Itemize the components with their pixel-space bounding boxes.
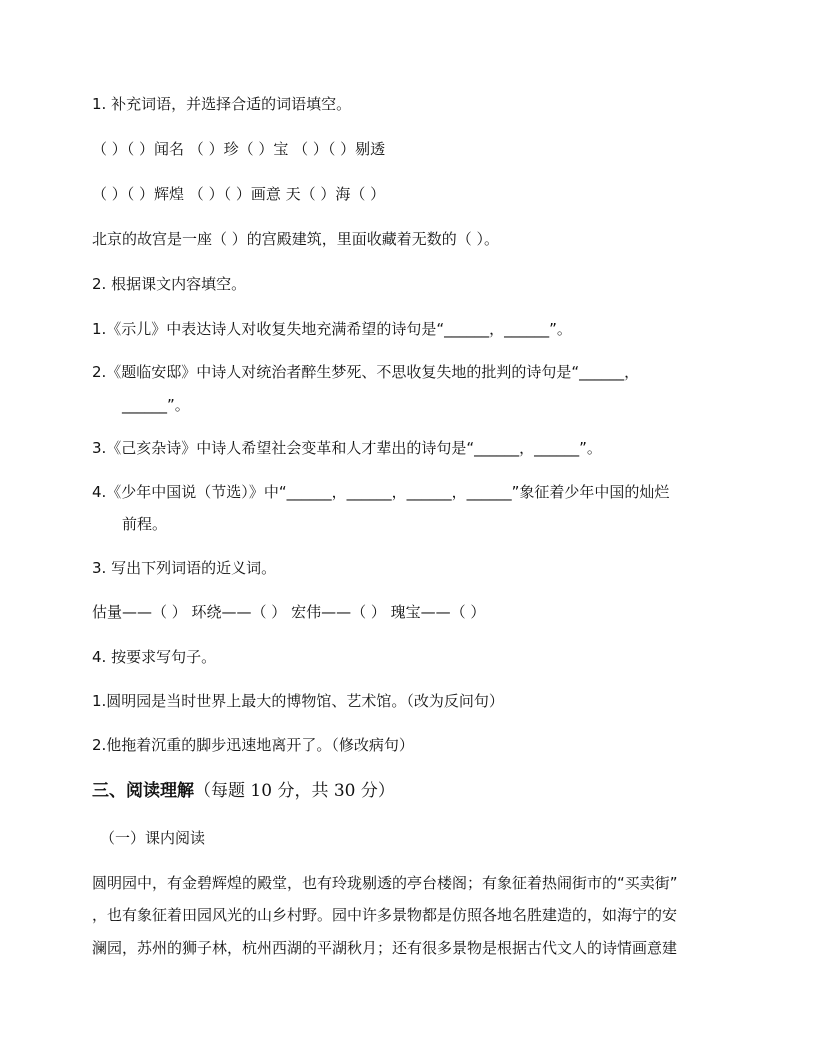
question-4-title: 4. 按要求写句子。: [92, 648, 217, 666]
question-2-item-2: 2.《题临安邸》中诗人对统治者醉生梦死、不思收复失地的批判的诗句是“______，: [92, 363, 640, 381]
question-1-title: 1. 补充词语，并选择合适的词语填空。: [92, 95, 352, 113]
question-1-fill-sentence: 北京的故宫是一座（ ）的宫殿建筑，里面收藏着无数的（ ）。: [92, 230, 500, 248]
question-2-item-2-cont: ______”。: [122, 396, 190, 414]
question-2-item-1: 1.《示儿》中表达诗人对收复失地充满希望的诗句是“______，______”。: [92, 320, 572, 338]
question-3-title: 3. 写出下列词语的近义词。: [92, 559, 277, 577]
section-3-heading-bold: 三、阅读理解: [92, 781, 194, 801]
question-2-title: 2. 根据课文内容填空。: [92, 275, 247, 293]
section-3-heading: [92, 779, 395, 803]
question-1-words-row-1: （ ）（ ）闻名 （ ）珍（ ）宝 （ ）（ ）剔透: [92, 140, 386, 158]
reading-paragraph-line-2: ，也有象征着田园风光的山乡村野。园中许多景物都是仿照各地名胜建造的，如海宁的安: [92, 906, 678, 924]
question-2-item-4-cont: 前程。: [122, 515, 168, 533]
question-1-words-row-2: （ ）（ ）辉煌 （ ）（ ）画意 天（ ）海（ ）: [92, 185, 386, 203]
reading-paragraph-line-1: 圆明园中，有金碧辉煌的殿堂，也有玲珑剔透的亭台楼阁；有象征着热闹街市的“买卖街”: [92, 874, 678, 892]
reading-paragraph-line-3: 澜园，苏州的狮子林，杭州西湖的平湖秋月；还有很多景物是根据古代文人的诗情画意建: [92, 939, 678, 957]
question-2-item-4: 4.《少年中国说（节选）》中“______，______，______，______”象征着少年中国的灿烂: [92, 483, 670, 501]
reading-subtitle: （一）课内阅读: [100, 829, 206, 847]
question-4-item-1: 1.圆明园是当时世界上最大的博物馆、艺术馆。（改为反问句）: [92, 692, 504, 710]
section-3-heading-score: （每题 10 分，共 30 分）: [194, 781, 395, 801]
question-4-item-2: 2.他拖着沉重的脚步迅速地离开了。（修改病句）: [92, 736, 414, 754]
question-3-synonyms-row: 估量——（ ） 环绕——（ ） 宏伟——（ ） 瑰宝——（ ）: [92, 603, 486, 621]
question-2-item-3: 3.《己亥杂诗》中诗人希望社会变革和人才辈出的诗句是“______，______”。: [92, 439, 602, 457]
